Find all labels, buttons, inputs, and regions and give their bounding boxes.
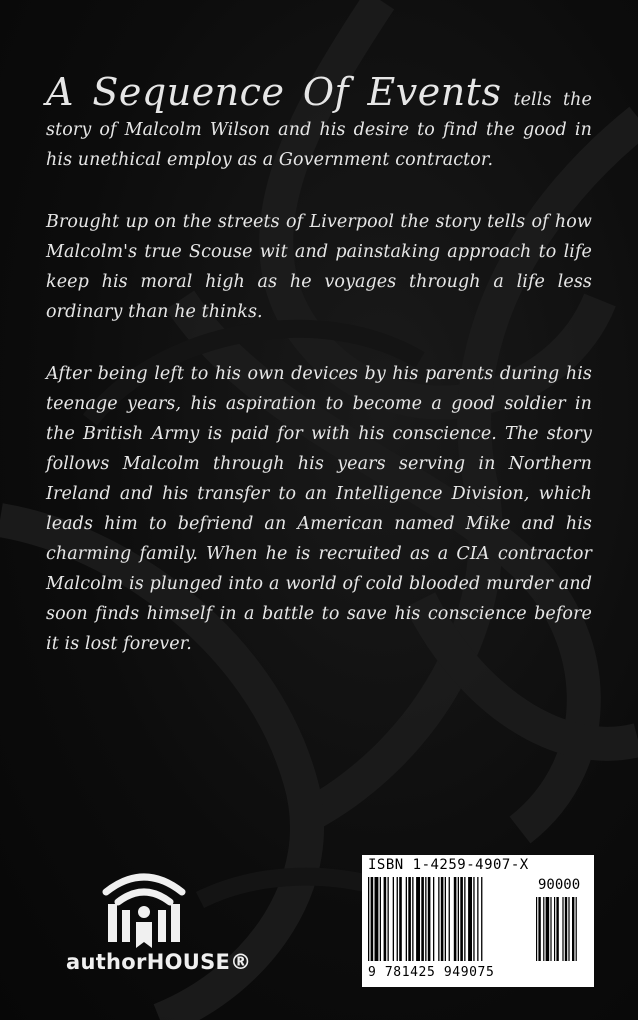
addon-stripe xyxy=(543,897,544,961)
barcode-stripe xyxy=(445,877,446,961)
addon-stripe xyxy=(550,897,551,961)
barcode-stripe xyxy=(464,877,465,961)
barcode-stripe xyxy=(399,877,402,961)
barcode-stripe xyxy=(473,877,474,961)
barcode-stripe xyxy=(408,877,411,961)
blurb-paragraph-1-text: tells the story of Malcolm Wilson and his desire to find the good in his unethical employ as a Government contractor. xyxy=(46,90,593,170)
blurb-paragraph-1 xyxy=(46,70,592,175)
barcode-stripe xyxy=(380,877,381,961)
book-title: A Sequence Of Events xyxy=(46,70,502,114)
blurb-text xyxy=(46,70,592,691)
isbn-label: ISBN 1-4259-4907-X xyxy=(368,857,529,873)
addon-stripe xyxy=(568,897,569,961)
barcode-stripe xyxy=(449,877,450,961)
addon-stripe xyxy=(546,897,550,961)
barcode-stripe xyxy=(393,877,394,961)
barcode-stripe xyxy=(438,877,439,961)
barcode-stripe xyxy=(454,877,457,961)
addon-stripe xyxy=(562,897,563,961)
barcode-stripe xyxy=(384,877,387,961)
barcode-stripe xyxy=(460,877,463,961)
addon-stripe xyxy=(565,897,567,961)
publisher-block xyxy=(60,862,252,982)
barcode-stripe xyxy=(477,877,478,961)
barcode-stripe xyxy=(412,877,413,961)
barcode-stripe xyxy=(397,877,398,961)
barcode-stripe xyxy=(481,877,482,961)
barcode-stripe xyxy=(433,877,434,961)
addon-stripe xyxy=(576,897,577,961)
barcode-stripe xyxy=(368,877,369,961)
barcode-stripe xyxy=(388,877,389,961)
addon-stripe xyxy=(556,897,558,961)
barcode-stripe xyxy=(406,877,407,961)
blurb-paragraph-3: After being left to his own devices by his parents during his teenage years, his aspiration to become a good soldier in the British Army is paid for with his conscience. The story follows Malcolm through his years serving in Northern Ireland and his transfer to an Intelligence Division, which leads him to befriend an American named Mike and his charming family. When he is recruited as a CIA contractor Malcolm is plunged into a world of cold blooded murder and soon finds himself in a battle to save his conscience before it is lost forever. xyxy=(46,364,592,654)
barcode-stripe xyxy=(371,877,374,961)
authorhouse-logo-icon xyxy=(98,862,190,954)
barcode-stripe xyxy=(458,877,459,961)
barcode-stripe xyxy=(416,877,420,961)
ean-digits: 9 781425 949075 xyxy=(368,965,495,980)
barcode-stripe xyxy=(428,877,431,961)
barcode-stripe xyxy=(441,877,444,961)
barcode-stripe xyxy=(468,877,472,961)
addon-stripe xyxy=(572,897,574,961)
addon-stripe xyxy=(538,897,540,961)
barcode xyxy=(362,855,594,987)
price-code: 90000 xyxy=(538,877,581,893)
publisher-name: authorHOUSE® xyxy=(66,950,252,974)
addon-stripe xyxy=(554,897,555,961)
blurb-paragraph-2: Brought up on the streets of Liverpool the story tells of how Malcolm's true Scouse wit and painstaking approach to life keep his moral high as he voyages through a life less ordinary than he thinks. xyxy=(46,212,592,322)
barcode-stripe xyxy=(421,877,424,961)
barcode-stripe xyxy=(375,877,379,961)
barcode-stripe xyxy=(425,877,426,961)
addon-stripe xyxy=(536,897,537,961)
